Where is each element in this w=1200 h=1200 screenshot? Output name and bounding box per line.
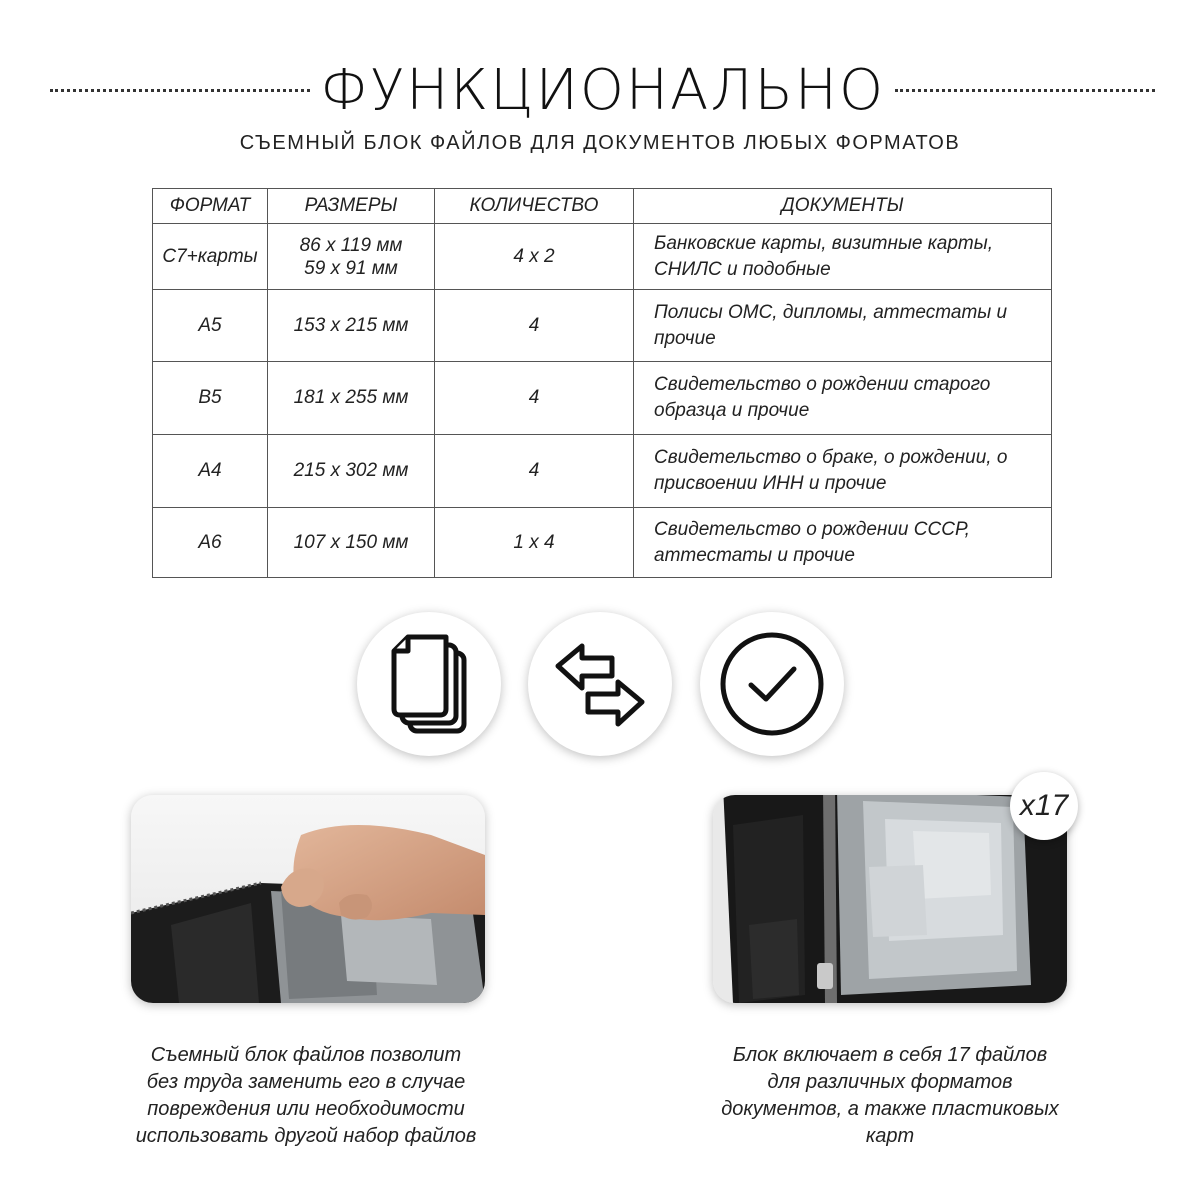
table-row bbox=[153, 290, 1052, 362]
page-subtitle: СЪЕМНЫЙ БЛОК ФАЙЛОВ ДЛЯ ДОКУМЕНТОВ ЛЮБЫХ ФОРМАТОВ bbox=[239, 132, 961, 154]
cell-quantity: 4 bbox=[435, 435, 634, 508]
cell-documents bbox=[634, 435, 1052, 508]
table-row bbox=[153, 224, 1052, 290]
checkmark-icon bbox=[700, 612, 844, 756]
doc-line: Свидетельство о рождении старого bbox=[654, 374, 991, 395]
doc-line: Полисы ОМС, дипломы, аттестаты и bbox=[654, 301, 1008, 323]
size-line: 86 х 119 мм bbox=[299, 234, 403, 256]
doc-line: СНИЛС и подобные bbox=[654, 258, 831, 280]
cell-documents bbox=[634, 290, 1052, 362]
page-title: ФУНКЦИОНАЛЬНО bbox=[319, 57, 886, 123]
caption-line: без труда заменить его в случае bbox=[146, 1071, 466, 1093]
title-row bbox=[50, 55, 1155, 125]
caption-line: карт bbox=[865, 1125, 915, 1147]
size-line: 59 х 91 мм bbox=[304, 257, 398, 279]
cell-quantity: 4 bbox=[435, 290, 634, 362]
column-header-format: ФОРМАТ bbox=[153, 189, 268, 224]
doc-line: Свидетельство о браке, о рождении, о bbox=[654, 447, 1008, 468]
cell-format: А6 bbox=[153, 508, 268, 578]
table-row bbox=[153, 362, 1052, 435]
feature-icons bbox=[0, 612, 1200, 762]
doc-line: прочие bbox=[654, 327, 716, 349]
cell-documents bbox=[634, 224, 1052, 290]
cell-size: 215 х 302 мм bbox=[268, 435, 435, 508]
caption-line: Блок включает в себя 17 файлов bbox=[732, 1044, 1048, 1066]
cell-quantity: 1 х 4 bbox=[435, 508, 634, 578]
doc-line: аттестаты и прочие bbox=[654, 544, 855, 566]
cell-quantity: 4 bbox=[435, 362, 634, 435]
cell-quantity: 4 х 2 bbox=[435, 224, 634, 290]
caption-line: повреждения или необходимости bbox=[147, 1098, 465, 1120]
documents-stack-icon bbox=[357, 612, 501, 756]
caption-line: для различных форматов bbox=[767, 1071, 1013, 1093]
column-header-sizes: РАЗМЕРЫ bbox=[268, 189, 435, 224]
swap-arrows-icon bbox=[528, 612, 672, 756]
caption-left bbox=[106, 1042, 506, 1150]
file-block-photo bbox=[713, 795, 1067, 1003]
caption-line: документов, а также пластиковых bbox=[721, 1098, 1059, 1120]
doc-line: Банковские карты, визитные карты, bbox=[654, 232, 993, 254]
cell-format: С7+карты bbox=[153, 224, 268, 290]
cell-format: А5 bbox=[153, 290, 268, 362]
cell-size: 107 х 150 мм bbox=[268, 508, 435, 578]
caption-right bbox=[690, 1042, 1090, 1150]
cell-format: В5 bbox=[153, 362, 268, 435]
formats-table bbox=[152, 188, 1052, 578]
doc-line: образца и прочие bbox=[654, 400, 810, 421]
caption-line: Съемный блок файлов позволит bbox=[150, 1044, 462, 1066]
doc-line: присвоении ИНН и прочие bbox=[654, 473, 887, 494]
cell-size: 181 х 255 мм bbox=[268, 362, 435, 435]
cell-format: А4 bbox=[153, 435, 268, 508]
caption-line: использовать другой набор файлов bbox=[135, 1125, 477, 1147]
cell-documents bbox=[634, 362, 1052, 435]
table-row bbox=[153, 435, 1052, 508]
table-header-row bbox=[153, 189, 1052, 224]
table-row bbox=[153, 508, 1052, 578]
doc-line: Свидетельство о рождении СССР, bbox=[654, 518, 970, 540]
column-header-documents: ДОКУМЕНТЫ bbox=[634, 189, 1052, 224]
column-header-quantity: КОЛИЧЕСТВО bbox=[435, 189, 634, 224]
removable-block-photo bbox=[131, 795, 485, 1003]
files-count-badge: x17 bbox=[1010, 772, 1078, 840]
title-dotted-line-right bbox=[895, 89, 1155, 92]
cell-size: 153 х 215 мм bbox=[268, 290, 435, 362]
cell-documents bbox=[634, 508, 1052, 578]
cell-size bbox=[268, 224, 435, 290]
title-dotted-line-left bbox=[50, 89, 310, 92]
